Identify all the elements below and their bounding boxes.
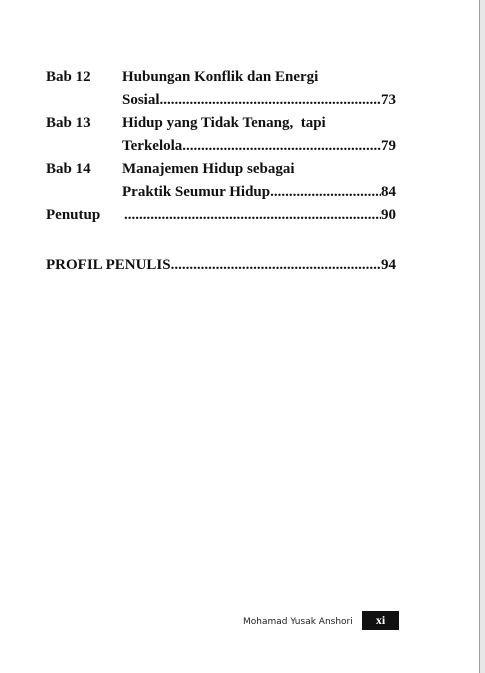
toc-chapter-label: Bab 13: [46, 115, 91, 131]
toc-entry-body: [122, 112, 396, 158]
toc-title-line: Manajemen Hidup sebagai: [122, 161, 295, 177]
footer-author-name: Mohamad Yusak Anshori: [243, 617, 353, 627]
toc-page-number: 94: [381, 257, 396, 273]
toc-entry-bab-14: [46, 158, 396, 204]
toc-entry-body: [122, 158, 396, 204]
dot-leader: [160, 89, 381, 112]
toc-chapter-label: Penutup: [46, 207, 101, 223]
dot-leader: [182, 135, 381, 158]
toc-entry-bab-13: [46, 112, 396, 158]
toc-entry-body: [122, 66, 396, 112]
toc-page-number: 79: [381, 138, 396, 154]
dot-leader: [124, 204, 381, 227]
toc-page-number: 73: [381, 92, 396, 108]
toc-title-line: Hubungan Konflik dan Energi: [122, 69, 319, 85]
toc-title-line: Praktik Seumur Hidup: [122, 184, 271, 200]
toc-chapter-label: Bab 12: [46, 69, 91, 85]
table-of-contents: [46, 66, 396, 227]
dot-leader: [171, 254, 381, 277]
toc-page-number: 90: [381, 207, 396, 223]
toc-title-line: Terkelola: [122, 138, 183, 154]
dot-leader: [270, 181, 381, 204]
toc-entry-bab-12: [46, 66, 396, 112]
toc-leader-line: [122, 181, 396, 204]
toc-entry-body: [122, 204, 396, 227]
toc-leader-line: [124, 204, 396, 227]
toc-entry-profil-penulis: [46, 254, 396, 277]
toc-page-number: 84: [381, 184, 396, 200]
page-edge: [479, 0, 485, 673]
toc-leader-line: [46, 254, 396, 277]
footer-page-number: xi: [362, 611, 399, 630]
toc-title-line: Hidup yang Tidak Tenang, tapi: [122, 115, 326, 131]
toc-section-label: PROFIL PENULIS: [46, 257, 171, 273]
toc-leader-line: [122, 135, 396, 158]
toc-title-line: Sosial: [122, 92, 160, 108]
toc-leader-line: [122, 89, 396, 112]
toc-entry-penutup: [46, 204, 396, 227]
toc-chapter-label: Bab 14: [46, 161, 91, 177]
